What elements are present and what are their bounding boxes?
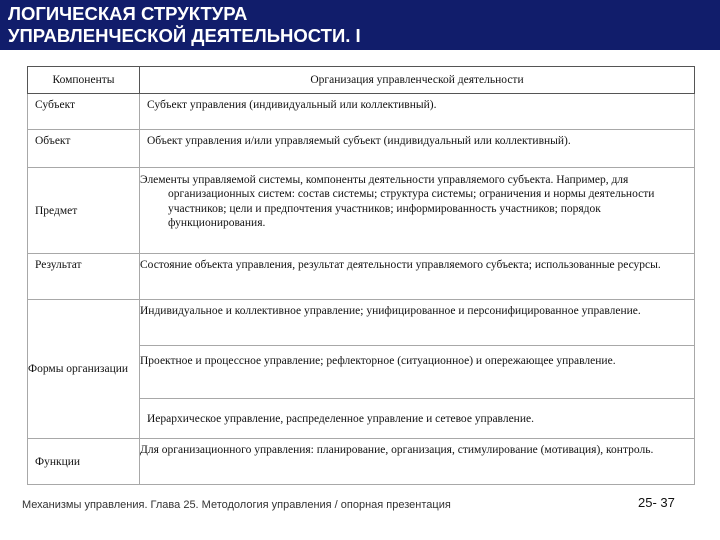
title-banner: [0, 0, 720, 50]
row-text-subject: Субъект управления (индивидуальный или коллективный).: [147, 99, 437, 112]
header-organization: Организация управленческой деятельности: [140, 67, 695, 94]
page-title-line-2: УПРАВЛЕНЧЕСКОЙ ДЕЯТЕЛЬНОСТИ. I: [8, 25, 361, 46]
table-header-row: [28, 67, 695, 94]
row-label-object: Объект: [35, 135, 71, 147]
row-label-subject: Субъект: [35, 99, 76, 112]
row-label-result: Результат: [35, 258, 82, 271]
structure-table: [27, 66, 695, 485]
row-text-object: Объект управления и/или управляемый субъект (индивидуальный или коллективный).: [147, 135, 571, 147]
header-components: Компоненты: [28, 67, 140, 94]
row-label-forms: Формы организации: [28, 363, 129, 376]
row-text-forms-3: Иерархическое управление, распределенное управление и сетевое управление.: [147, 412, 534, 425]
row-label-predmet: Предмет: [35, 204, 78, 217]
row-text-forms-2: Проектное и процессное управление; рефлекторное (ситуационное) и опережающее управление.: [140, 355, 616, 368]
table-row-result: [28, 253, 695, 299]
table-row-forms-1: [28, 300, 695, 346]
row-label-functions: Функции: [35, 455, 81, 468]
table-row-predmet: [28, 167, 695, 253]
row-text-result: Состояние объекта управления, результат деятельности управляемого субъекта; использованные ресурсы.: [140, 258, 661, 271]
page-number: 25- 37: [638, 495, 675, 510]
table-row-functions: [28, 438, 695, 484]
table-row-object: [28, 130, 695, 168]
footer-caption: Механизмы управления. Глава 25. Методология управления / опорная презентация: [22, 499, 451, 511]
row-text-forms-1: Индивидуальное и коллективное управление; унифицированное и персонифицированное управление.: [140, 305, 641, 318]
row-text-functions: Для организационного управления: планирование, организация, стимулирование (мотивация), контроль.: [140, 443, 654, 456]
row-text-predmet: Элементы управляемой системы, компоненты деятельности управляемого субъекта. Например, для организационных систем: состав системы; структура системы; ограничения и нормы деятельности участников; цели и предпочтения участников; информированность участников; порядок функционирования.: [140, 173, 655, 230]
table-row-subject: [28, 94, 695, 130]
page-title-line-1: ЛОГИЧЕСКАЯ СТРУКТУРА: [8, 3, 248, 24]
